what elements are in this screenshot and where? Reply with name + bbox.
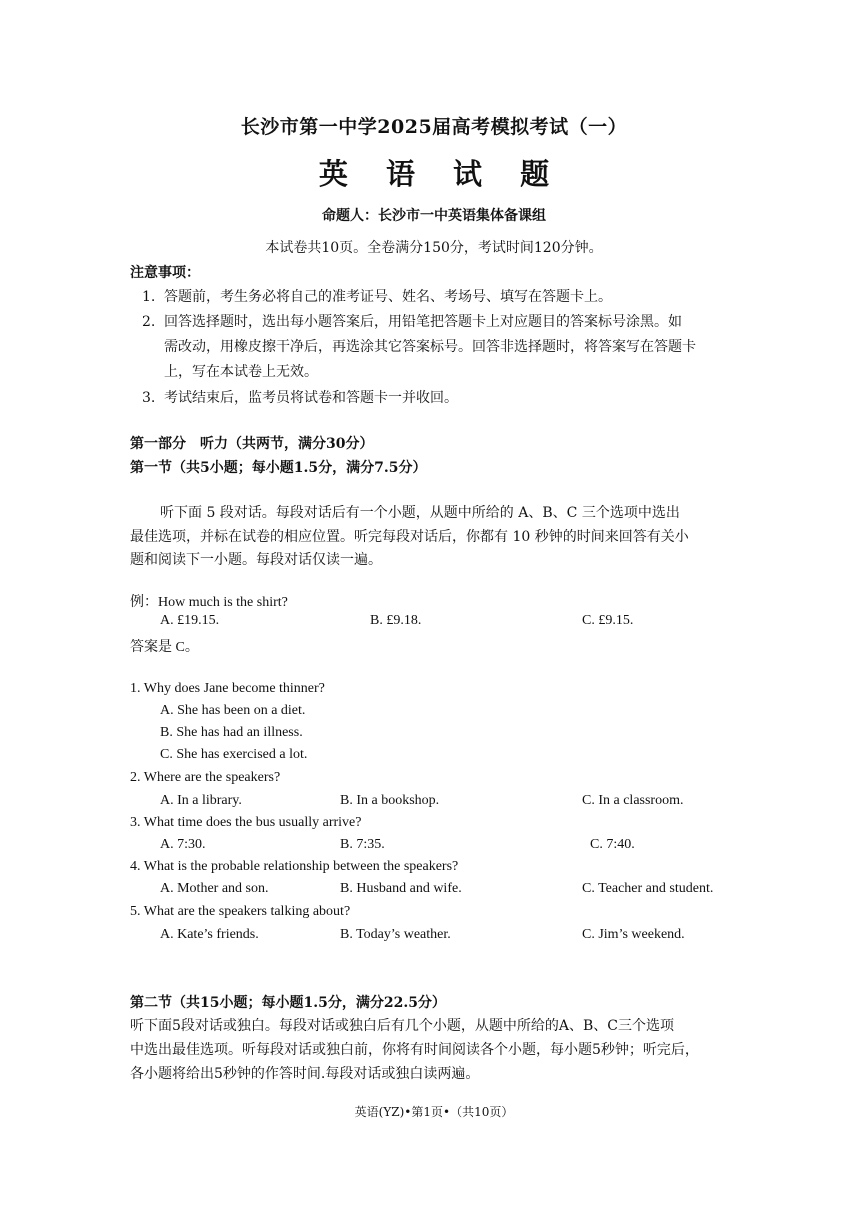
note-item <box>142 311 682 331</box>
instruction-line: 题和阅读下一小题。每段对话仅读一遍。 <box>130 552 382 568</box>
note-item <box>142 286 612 306</box>
section2-heading: 第二节（共15小题；每小题1.5分，满分22.5分） <box>130 995 446 1011</box>
q3-option-a: A. 7:30. <box>160 837 206 852</box>
question-5: 5. What are the speakers talking about? <box>130 904 351 919</box>
example-option-c: C. £9.15. <box>582 613 634 628</box>
exam-info: 本试卷共10页。全卷满分150分，考试时间120分钟。 <box>265 240 603 256</box>
section1-heading: 第一节（共5小题；每小题1.5分，满分7.5分） <box>130 460 427 476</box>
example-answer: 答案是 C。 <box>130 640 199 655</box>
note-text: 考试结束后，监考员将试卷和答题卡一并收回。 <box>164 390 458 406</box>
subject-title: 英 语 试 题 <box>318 157 564 191</box>
question-1: 1. Why does Jane become thinner? <box>130 681 325 696</box>
page-footer: 英语(YZ)•第1页•（共10页） <box>354 1105 514 1119</box>
note-text: 上，写在本试卷上无效。 <box>164 364 318 380</box>
note-item <box>142 387 458 407</box>
note-text: 需改动，用橡皮擦干净后，再选涂其它答案标号。回答非选择题时，将答案写在答题卡 <box>164 339 696 355</box>
note-number: 3. <box>142 390 156 406</box>
instruction-line: 听下面5段对话或独白。每段对话或独白后有几个小题，从题中所给的A、B、C三个选项 <box>130 1018 675 1034</box>
instruction-line: 各小题将给出5秒钟的作答时间.每段对话或独白读两遍。 <box>130 1066 480 1082</box>
q5-option-c: C. Jim’s weekend. <box>582 927 685 942</box>
q2-option-c: C. In a classroom. <box>582 793 684 808</box>
q5-option-a: A. Kate’s friends. <box>160 927 259 942</box>
example-question: 例：How much is the shirt? <box>130 595 288 610</box>
q3-option-c: C. 7:40. <box>590 837 635 852</box>
question-4: 4. What is the probable relationship between the speakers? <box>130 859 459 874</box>
q5-option-b: B. Today’s weather. <box>340 927 451 942</box>
q1-option-c: C. She has exercised a lot. <box>160 747 308 762</box>
note-text: 答题前，考生务必将自己的准考证号、姓名、考场号、填写在答题卡上。 <box>164 289 612 305</box>
q3-option-b: B. 7:35. <box>340 837 385 852</box>
instruction-line: 最佳选项，并标在试卷的相应位置。听完每段对话后，你都有 10 秒钟的时间来回答有关小 <box>130 529 689 545</box>
note-number: 2. <box>142 314 156 330</box>
notes-heading: 注意事项： <box>130 265 200 281</box>
q4-option-c: C. Teacher and student. <box>582 881 714 896</box>
q2-option-b: B. In a bookshop. <box>340 793 440 808</box>
instruction-line: 中选出最佳选项。听每段对话或独白前，你将有时间阅读各个小题，每小题5秒钟；听完后， <box>130 1042 699 1058</box>
note-text: 回答选择题时，选出每小题答案后，用铅笔把答题卡上对应题目的答案标号涂黑。如 <box>164 314 682 330</box>
q4-option-b: B. Husband and wife. <box>340 881 462 896</box>
part1-heading: 第一部分 听力（共两节，满分30分） <box>130 436 374 452</box>
q1-option-b: B. She has had an illness. <box>160 725 303 740</box>
question-3: 3. What time does the bus usually arrive? <box>130 815 362 830</box>
note-number: 1. <box>142 289 156 305</box>
example-option-a: A. £19.15. <box>160 613 220 628</box>
instruction-line: 听下面 5 段对话。每段对话后有一个小题，从题中所给的 A、B、C 三个选项中选出 <box>160 505 680 521</box>
question-2: 2. Where are the speakers? <box>130 770 281 785</box>
author-line: 命题人：长沙市一中英语集体备课组 <box>322 208 546 224</box>
example-option-b: B. £9.18. <box>370 613 422 628</box>
q1-option-a: A. She has been on a diet. <box>160 703 306 718</box>
q2-option-a: A. In a library. <box>160 793 242 808</box>
exam-title: 长沙市第一中学2025届高考模拟考试（一） <box>240 116 628 138</box>
q4-option-a: A. Mother and son. <box>160 881 269 896</box>
